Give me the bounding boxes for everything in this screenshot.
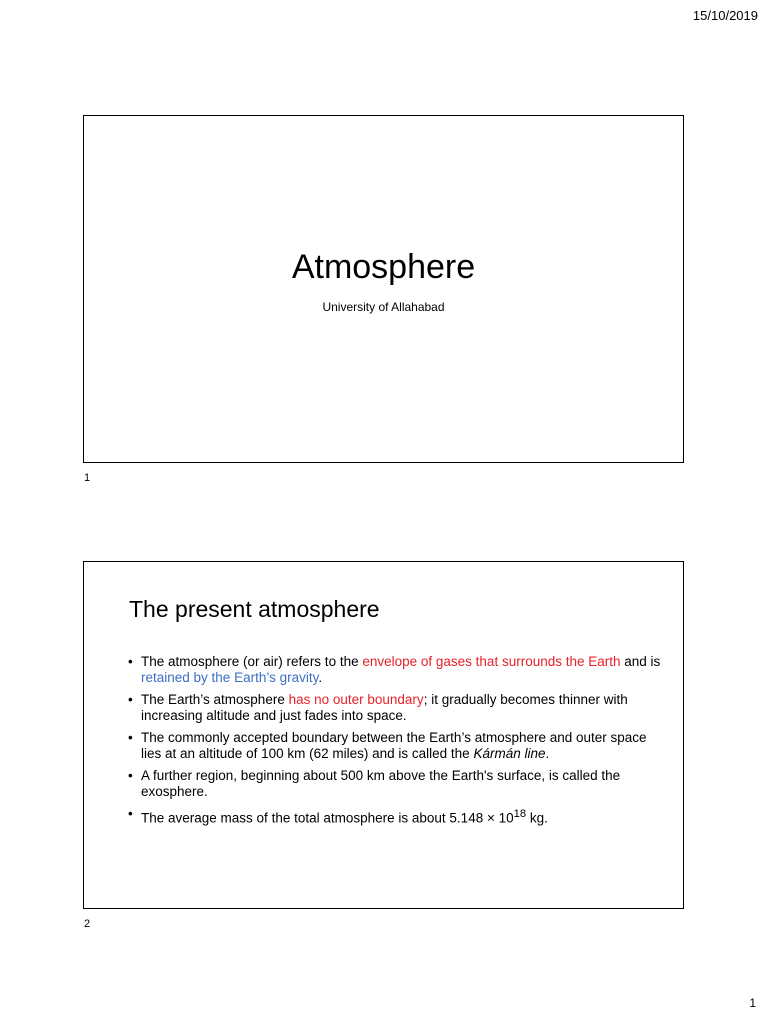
- slide-subtitle: University of Allahabad: [322, 300, 445, 314]
- slide-1: [83, 115, 684, 463]
- highlight-text: retained by the Earth’s gravity: [141, 670, 319, 685]
- superscript: 18: [513, 808, 527, 820]
- bullet-list: [128, 654, 668, 833]
- bullet-item: [128, 806, 668, 827]
- page-number: 1: [749, 996, 756, 1010]
- bullet-dot: •: [128, 692, 133, 707]
- highlight-text: envelope of gases that surrounds the Earth: [362, 654, 621, 669]
- slide-title: The present atmosphere: [129, 596, 380, 622]
- slide-number: 2: [84, 918, 91, 930]
- slide-2: [83, 561, 684, 909]
- bullet-item: [128, 768, 668, 800]
- bullet-dot: •: [128, 730, 133, 745]
- slide-number: 1: [84, 472, 91, 484]
- bullet-text: kg.: [526, 810, 548, 826]
- bullet-dot: •: [128, 768, 133, 783]
- bullet-text: The average mass of the total atmosphere is about 5.148 × 10: [141, 810, 514, 826]
- bullet-text: The commonly accepted boundary between the Earth’s atmosphere and outer space lies at an altitude of 100 km (62 miles) and is called the: [141, 730, 647, 761]
- bullet-item: [128, 730, 668, 762]
- bullet-text: The Earth’s atmosphere: [141, 692, 289, 707]
- bullet-item: [128, 692, 668, 724]
- bullet-text: and is: [620, 654, 661, 669]
- italic-text: Kármán line: [473, 746, 546, 761]
- bullet-item: [128, 654, 668, 686]
- highlight-text: has no outer boundary: [288, 692, 424, 707]
- bullet-text: .: [318, 670, 323, 685]
- bullet-text: The atmosphere (or air) refers to the: [141, 654, 363, 669]
- bullet-text: .: [545, 746, 550, 761]
- bullet-text: ; it gradually becomes thinner with increasing altitude and just fades into space.: [141, 692, 628, 723]
- bullet-dot: •: [128, 806, 133, 821]
- bullet-text: A further region, beginning about 500 km above the Earth's surface, is called the exosphere.: [141, 768, 621, 799]
- page-date: 15/10/2019: [692, 8, 758, 23]
- bullet-dot: •: [128, 654, 133, 669]
- slide-title: Atmosphere: [291, 248, 476, 286]
